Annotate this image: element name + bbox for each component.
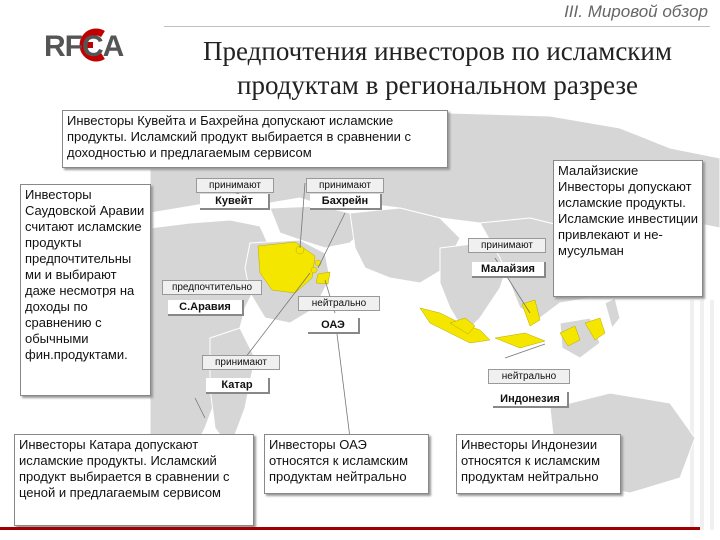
callout-kuwait-bahrain: Инвесторы Кувейта и Бахрейна допускают исламские продукты. Исламский продукт выбирается в сравнении с доходностью и предлагаемым сервисом (62, 110, 448, 168)
saudi-label: С.Аравия (168, 300, 244, 316)
malaysia-label: Малайзия (472, 262, 546, 278)
qatar-label: Катар (206, 378, 270, 394)
uae-label: ОАЭ (308, 318, 360, 334)
callout-qatar: Инвесторы Катара допускают исламские продукты. Исламский продукт выбирается в сравнении с ценой и предлагаемым сервисом (14, 434, 254, 526)
kuwait-status: принимают (196, 178, 274, 193)
bahrain-label: Бахрейн (310, 194, 382, 210)
malaysia-status: принимают (468, 238, 546, 253)
callout-malaysia: Малайзиские Инвесторы допускают исламские продукты. Исламские инвестиции привлекают и не-мусульман (553, 160, 703, 297)
page-title: Предпочтения инвесторов по исламским продуктам в региональном разрезе (203, 36, 672, 100)
bahrain-status: принимают (306, 178, 384, 193)
callout-uae: Инвесторы ОАЭ относятся к исламским продуктам нейтрально (264, 434, 429, 494)
section-title: III. Мировой обзор (564, 2, 708, 21)
uae-status: нейтрально (298, 296, 380, 311)
callout-indonesia: Инвесторы Индонезии относятся к исламским продуктам нейтрально (456, 434, 621, 494)
qatar-status: принимают (202, 355, 280, 370)
title-divider (164, 26, 710, 27)
callout-saudi: Инвесторы Саудовской Аравии считают исламские продукты предпочтительны ми и выбирают даже несмотря на доходы по сравнению с обычными фин.продуктами. (20, 184, 151, 396)
footer-accent-bar (0, 527, 700, 530)
indonesia-status: нейтрально (488, 369, 570, 384)
indonesia-label: Индонезия (493, 392, 569, 408)
saudi-status: предпочтительно (162, 280, 262, 295)
logo-text: RFCA (44, 30, 124, 63)
kuwait-label: Кувейт (200, 194, 270, 210)
